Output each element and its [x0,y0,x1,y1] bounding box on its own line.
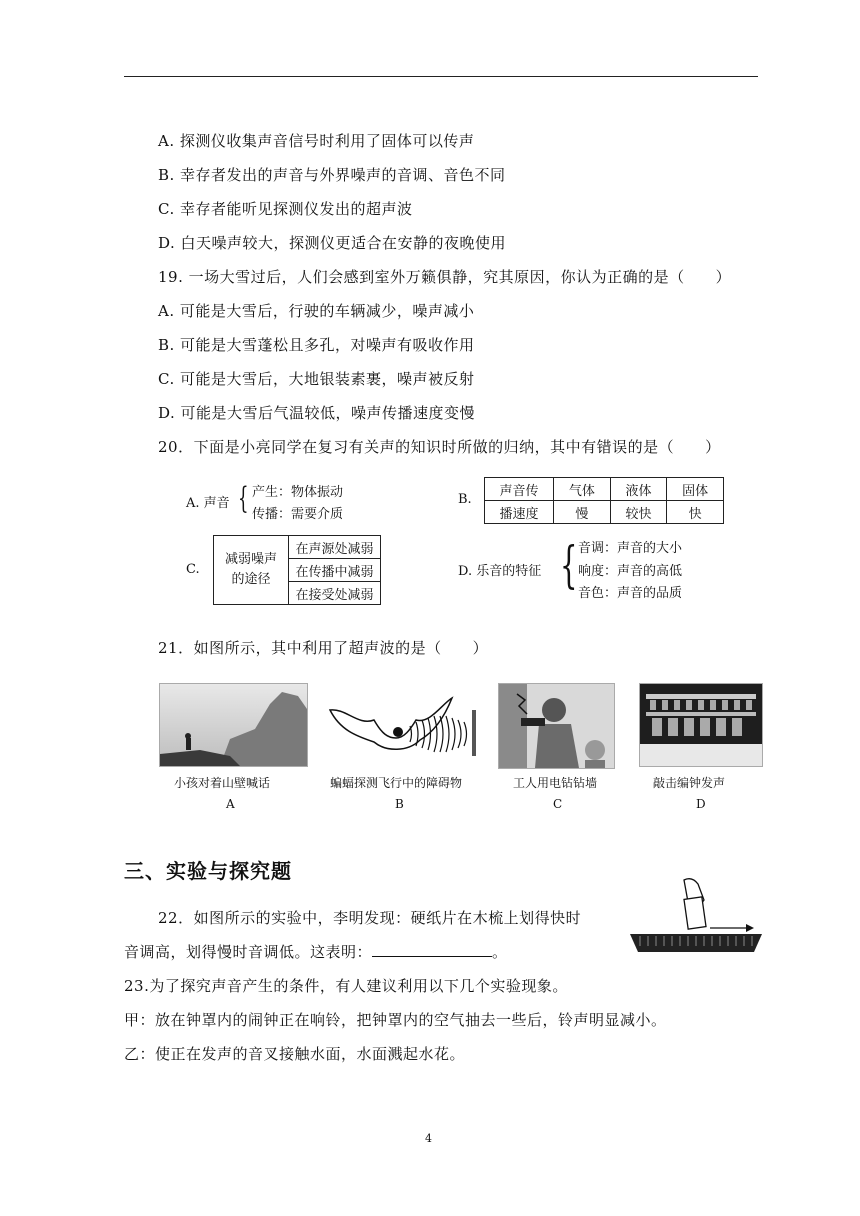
q23-yi: 乙：使正在发声的音叉接触水面，水面溅起水花。 [124,1045,466,1063]
q20-c-label: C. [186,562,200,577]
figure-a-letter: A [226,797,235,811]
q20-d-brace: { [560,536,578,594]
q18-option-b: B. 幸存者发出的声音与外界噪声的音调、音色不同 [158,166,506,184]
q20-c-row3: 在接受处减弱 [289,582,381,605]
q20-a-item2: 传播：需要介质 [252,507,344,522]
figure-c-caption: 工人用电钻钻墙 [513,776,598,790]
q22-figure [628,876,764,958]
q19-option-d: D. 可能是大雪后气温较低，噪声传播速度变慢 [158,404,476,422]
page-number: 4 [425,1132,432,1145]
bat-icon [326,690,478,762]
cliff-scene-icon [160,684,307,766]
q19-stem: 19. 一场大雪过后，人们会感到室外万籁俱静，究其原因，你认为正确的是（ ） [158,268,732,286]
q20-b-val-liquid: 较快 [610,501,667,524]
q20-b-col-liquid: 液体 [610,478,667,501]
q21-stem: 21．如图所示，其中利用了超声波的是（ ） [158,639,489,657]
figure-c-letter: C [553,797,563,811]
q20-b-col-solid: 固体 [667,478,724,501]
q20-a-item1: 产生：物体振动 [252,485,344,500]
figure-a-caption: 小孩对着山壁喊话 [174,776,271,790]
q20-b-head2: 播速度 [485,501,554,524]
q20-b-label: B. [458,492,472,507]
q20-b-head1: 声音传 [485,478,554,501]
q22-line2-text: 音调高，划得慢时音调低。这表明： [124,943,373,961]
q20-b-val-solid: 快 [667,501,724,524]
q20-c-head [214,536,289,605]
figure-d-image [639,683,763,767]
header-rule [124,76,758,77]
q20-c-row1: 在声源处减弱 [289,536,381,559]
q20-d-item3: 音色：声音的品质 [578,586,683,601]
q20-c-table [213,535,381,605]
q23-jia: 甲：放在钟罩内的闹钟正在响铃，把钟罩内的空气抽去一些后，铃声明显减小。 [124,1011,667,1029]
q20-c-head1: 减弱噪声 [224,552,277,567]
q18-option-c: C. 幸存者能听见探测仪发出的超声波 [158,200,413,218]
figure-d-caption: 敲击编钟发声 [653,776,726,790]
q20-stem: 20．下面是小亮同学在复习有关声的知识时所做的归纳，其中有错误的是（ ） [158,438,721,456]
q22-line1: 22．如图所示的实验中，李明发现：硬纸片在木梳上划得快时 [158,909,582,927]
q19-option-b: B. 可能是大雪蓬松且多孔，对噪声有吸收作用 [158,336,475,354]
q20-d-item2: 响度：声音的高低 [578,564,683,579]
q18-option-d: D. 白天噪声较大，探测仪更适合在安静的夜晚使用 [158,234,507,252]
q20-a-brace: { [238,481,249,516]
q20-b-table [484,477,724,524]
figure-b-letter: B [395,797,404,811]
q20-d-label: D. 乐音的特征 [458,564,542,579]
chime-bells-icon [640,684,762,766]
q18-option-a: A. 探测仪收集声音信号时利用了固体可以传声 [158,132,475,150]
figure-c-image [498,683,615,769]
figure-a-image [159,683,308,767]
q20-a-label: A. 声音 [186,496,230,511]
q22-line2 [124,941,508,962]
q20-b-col-gas: 气体 [554,478,611,501]
figure-b-image [326,690,478,762]
q20-c-head2: 的途径 [231,572,271,587]
section-title: 三、实验与探究题 [124,859,292,883]
q22-line2-end: 。 [492,943,508,961]
q19-option-a: A. 可能是大雪后，行驶的车辆减少，噪声减小 [158,302,475,320]
figure-d-letter: D [696,797,706,811]
comb-card-icon [628,876,764,958]
q20-d-item1: 音调：声音的大小 [578,541,683,556]
figure-b-caption: 蝙蝠探测飞行中的障碍物 [330,776,463,790]
q19-option-c: C. 可能是大雪后，大地银装素裹，噪声被反射 [158,370,475,388]
q22-answer-blank[interactable] [372,942,492,957]
q20-b-val-gas: 慢 [554,501,611,524]
drill-worker-icon [499,684,614,768]
q23-stem: 23.为了探究声音产生的条件，有人建议利用以下几个实验现象。 [124,977,568,995]
q20-c-row2: 在传播中减弱 [289,559,381,582]
